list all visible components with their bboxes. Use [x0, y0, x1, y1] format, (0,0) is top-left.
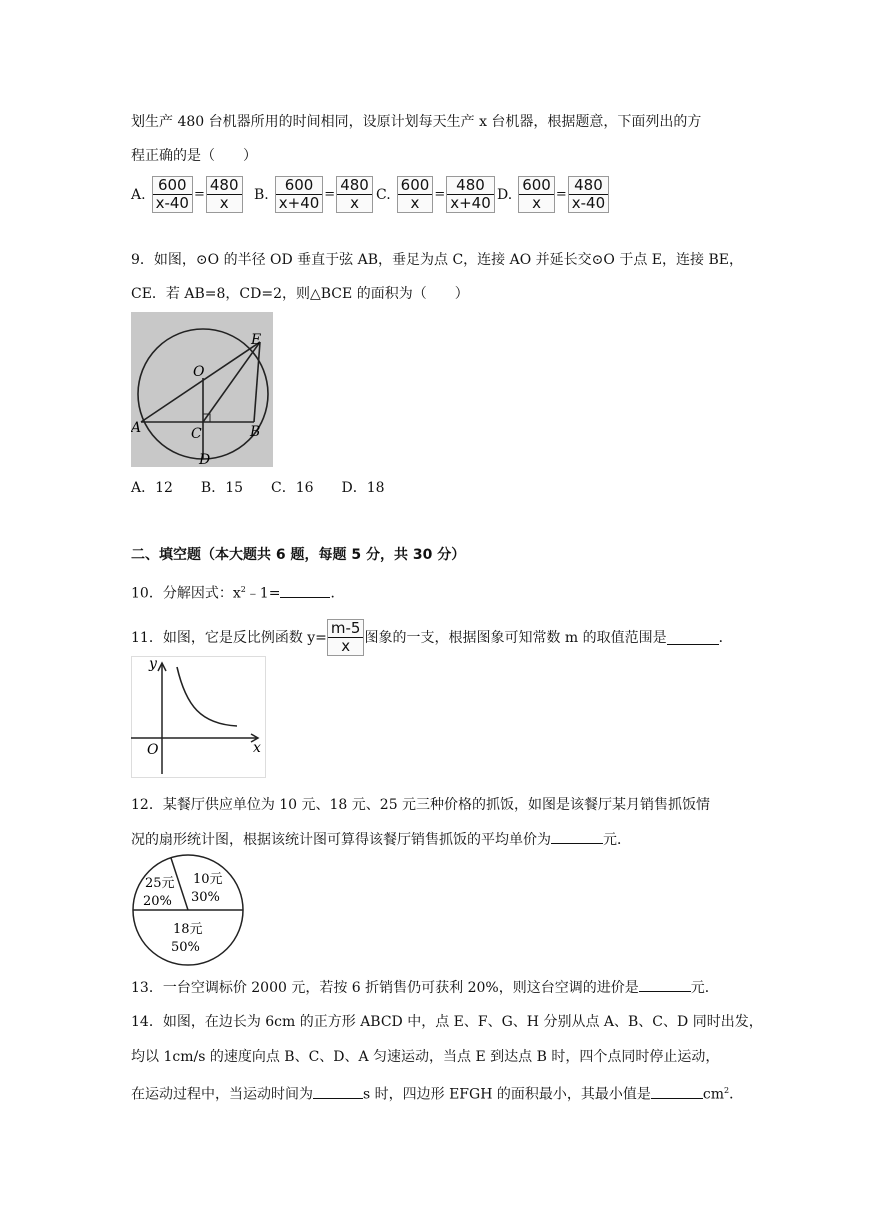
answer-blank[interactable] — [639, 977, 691, 992]
q8-line1: 划生产 480 台机器所用的时间相同，设原计划每天生产 x 台机器，根据题意，下面列出的方 — [131, 114, 702, 130]
fraction: $\frac{600}{x}$ — [397, 176, 434, 213]
q8-option-b[interactable]: B. $\frac{600}{x+40}$ = $\frac{480}{x}$ — [254, 176, 373, 213]
fraction: $\frac{480}{x}$ — [336, 176, 373, 213]
option-label: B. — [254, 186, 269, 203]
label-o: O — [193, 364, 205, 380]
q9-line2: CE．若 AB=8，CD=2，则△BCE 的面积为（ ） — [131, 286, 469, 302]
answer-blank-time[interactable] — [313, 1084, 363, 1099]
slice-18-price: 18元 — [173, 922, 203, 937]
fraction: $\frac{600}{x+40}$ — [275, 176, 324, 213]
option-label: A. — [131, 186, 146, 203]
q14-line3: 在运动过程中，当运动时间为 s 时，四边形 EFGH 的面积最小，其最小值是 $cm^2$． — [131, 1081, 743, 1105]
answer-blank-area[interactable] — [651, 1084, 703, 1099]
q8-option-c[interactable]: C. $\frac{600}{x}$ = $\frac{480}{x+40}$ — [376, 176, 495, 213]
section-title: 二、填空题（本大题共 6 题，每题 5 分，共 30 分） — [131, 547, 466, 563]
label-x: x — [253, 740, 261, 756]
q10-line: 10．分解因式：$x^2﹣1=$ ． — [131, 580, 344, 604]
q8-line2: 程正确的是（ ） — [131, 148, 257, 164]
circle-figure — [131, 312, 273, 467]
slice-25-price: 25元 — [145, 876, 175, 891]
answer-blank[interactable] — [551, 829, 603, 844]
q14-line2: 均以 1cm/s 的速度向点 B、C、D、A 匀速运动，当点 E 到达点 B 时，四个点同时停止运动， — [131, 1049, 720, 1065]
q11-line: 11．如图，它是反比例函数 y= $\frac{m-5}{x}$ 图象的一支，根据图象可知常数 m 的取值范围是 ． — [131, 619, 733, 655]
q13-line: 13．一台空调标价 2000 元，若按 6 折销售仍可获利 20%，则这台空调的进价是 元． — [131, 977, 719, 998]
q8-option-a[interactable]: A. $\frac{600}{x-40}$ = $\frac{480}{x}$ — [131, 176, 243, 213]
option-label: D. — [497, 186, 513, 203]
fraction: $\frac{480}{x-40}$ — [568, 176, 609, 213]
hyperbola-figure — [131, 656, 267, 778]
q9-choices: A．12 B．15 C．16 D．18 — [131, 480, 385, 496]
figure-frame — [132, 657, 266, 778]
fraction: $\frac{480}{x}$ — [206, 176, 243, 213]
label-d: D — [199, 452, 211, 467]
q14-line1: 14．如图，在边长为 6cm 的正方形 ABCD 中，点 E、F、G、H 分别从点 A、B、C、D 同时出发， — [131, 1014, 763, 1030]
option-label: C. — [376, 186, 391, 203]
q9-line1: 9．如图，⊙O 的半径 OD 垂直于弦 AB，垂足为点 C，连接 AO 并延长交⊙O 于点 E，连接 BE， — [131, 252, 743, 268]
slice-10-pct: 30% — [191, 890, 220, 905]
fraction: $\frac{m-5}{x}$ — [327, 619, 365, 656]
pie-chart-figure — [131, 853, 245, 967]
answer-blank[interactable] — [667, 630, 719, 645]
label-e: E — [251, 332, 262, 348]
label-origin: O — [147, 742, 159, 758]
fraction: $\frac{600}{x-40}$ — [152, 176, 193, 213]
fraction: $\frac{480}{x+40}$ — [446, 176, 495, 213]
q12-line1: 12．某餐厅供应单位为 10 元、18 元、25 元三种价格的抓饭，如图是该餐厅某月销售抓饭情 — [131, 797, 711, 813]
label-b: B — [250, 424, 261, 440]
slice-25-pct: 20% — [143, 894, 172, 909]
fraction: $\frac{600}{x}$ — [518, 176, 555, 213]
slice-18-pct: 50% — [171, 940, 200, 955]
label-y: y — [149, 656, 157, 672]
label-a: A — [131, 420, 142, 436]
q8-option-d[interactable]: D. $\frac{600}{x}$ = $\frac{480}{x-40}$ — [497, 176, 609, 213]
slice-10-price: 10元 — [193, 872, 223, 887]
answer-blank[interactable] — [280, 583, 330, 598]
q12-line2: 况的扇形统计图，根据该统计图可算得该餐厅销售抓饭的平均单价为 元． — [131, 829, 631, 850]
label-c: C — [191, 426, 202, 442]
